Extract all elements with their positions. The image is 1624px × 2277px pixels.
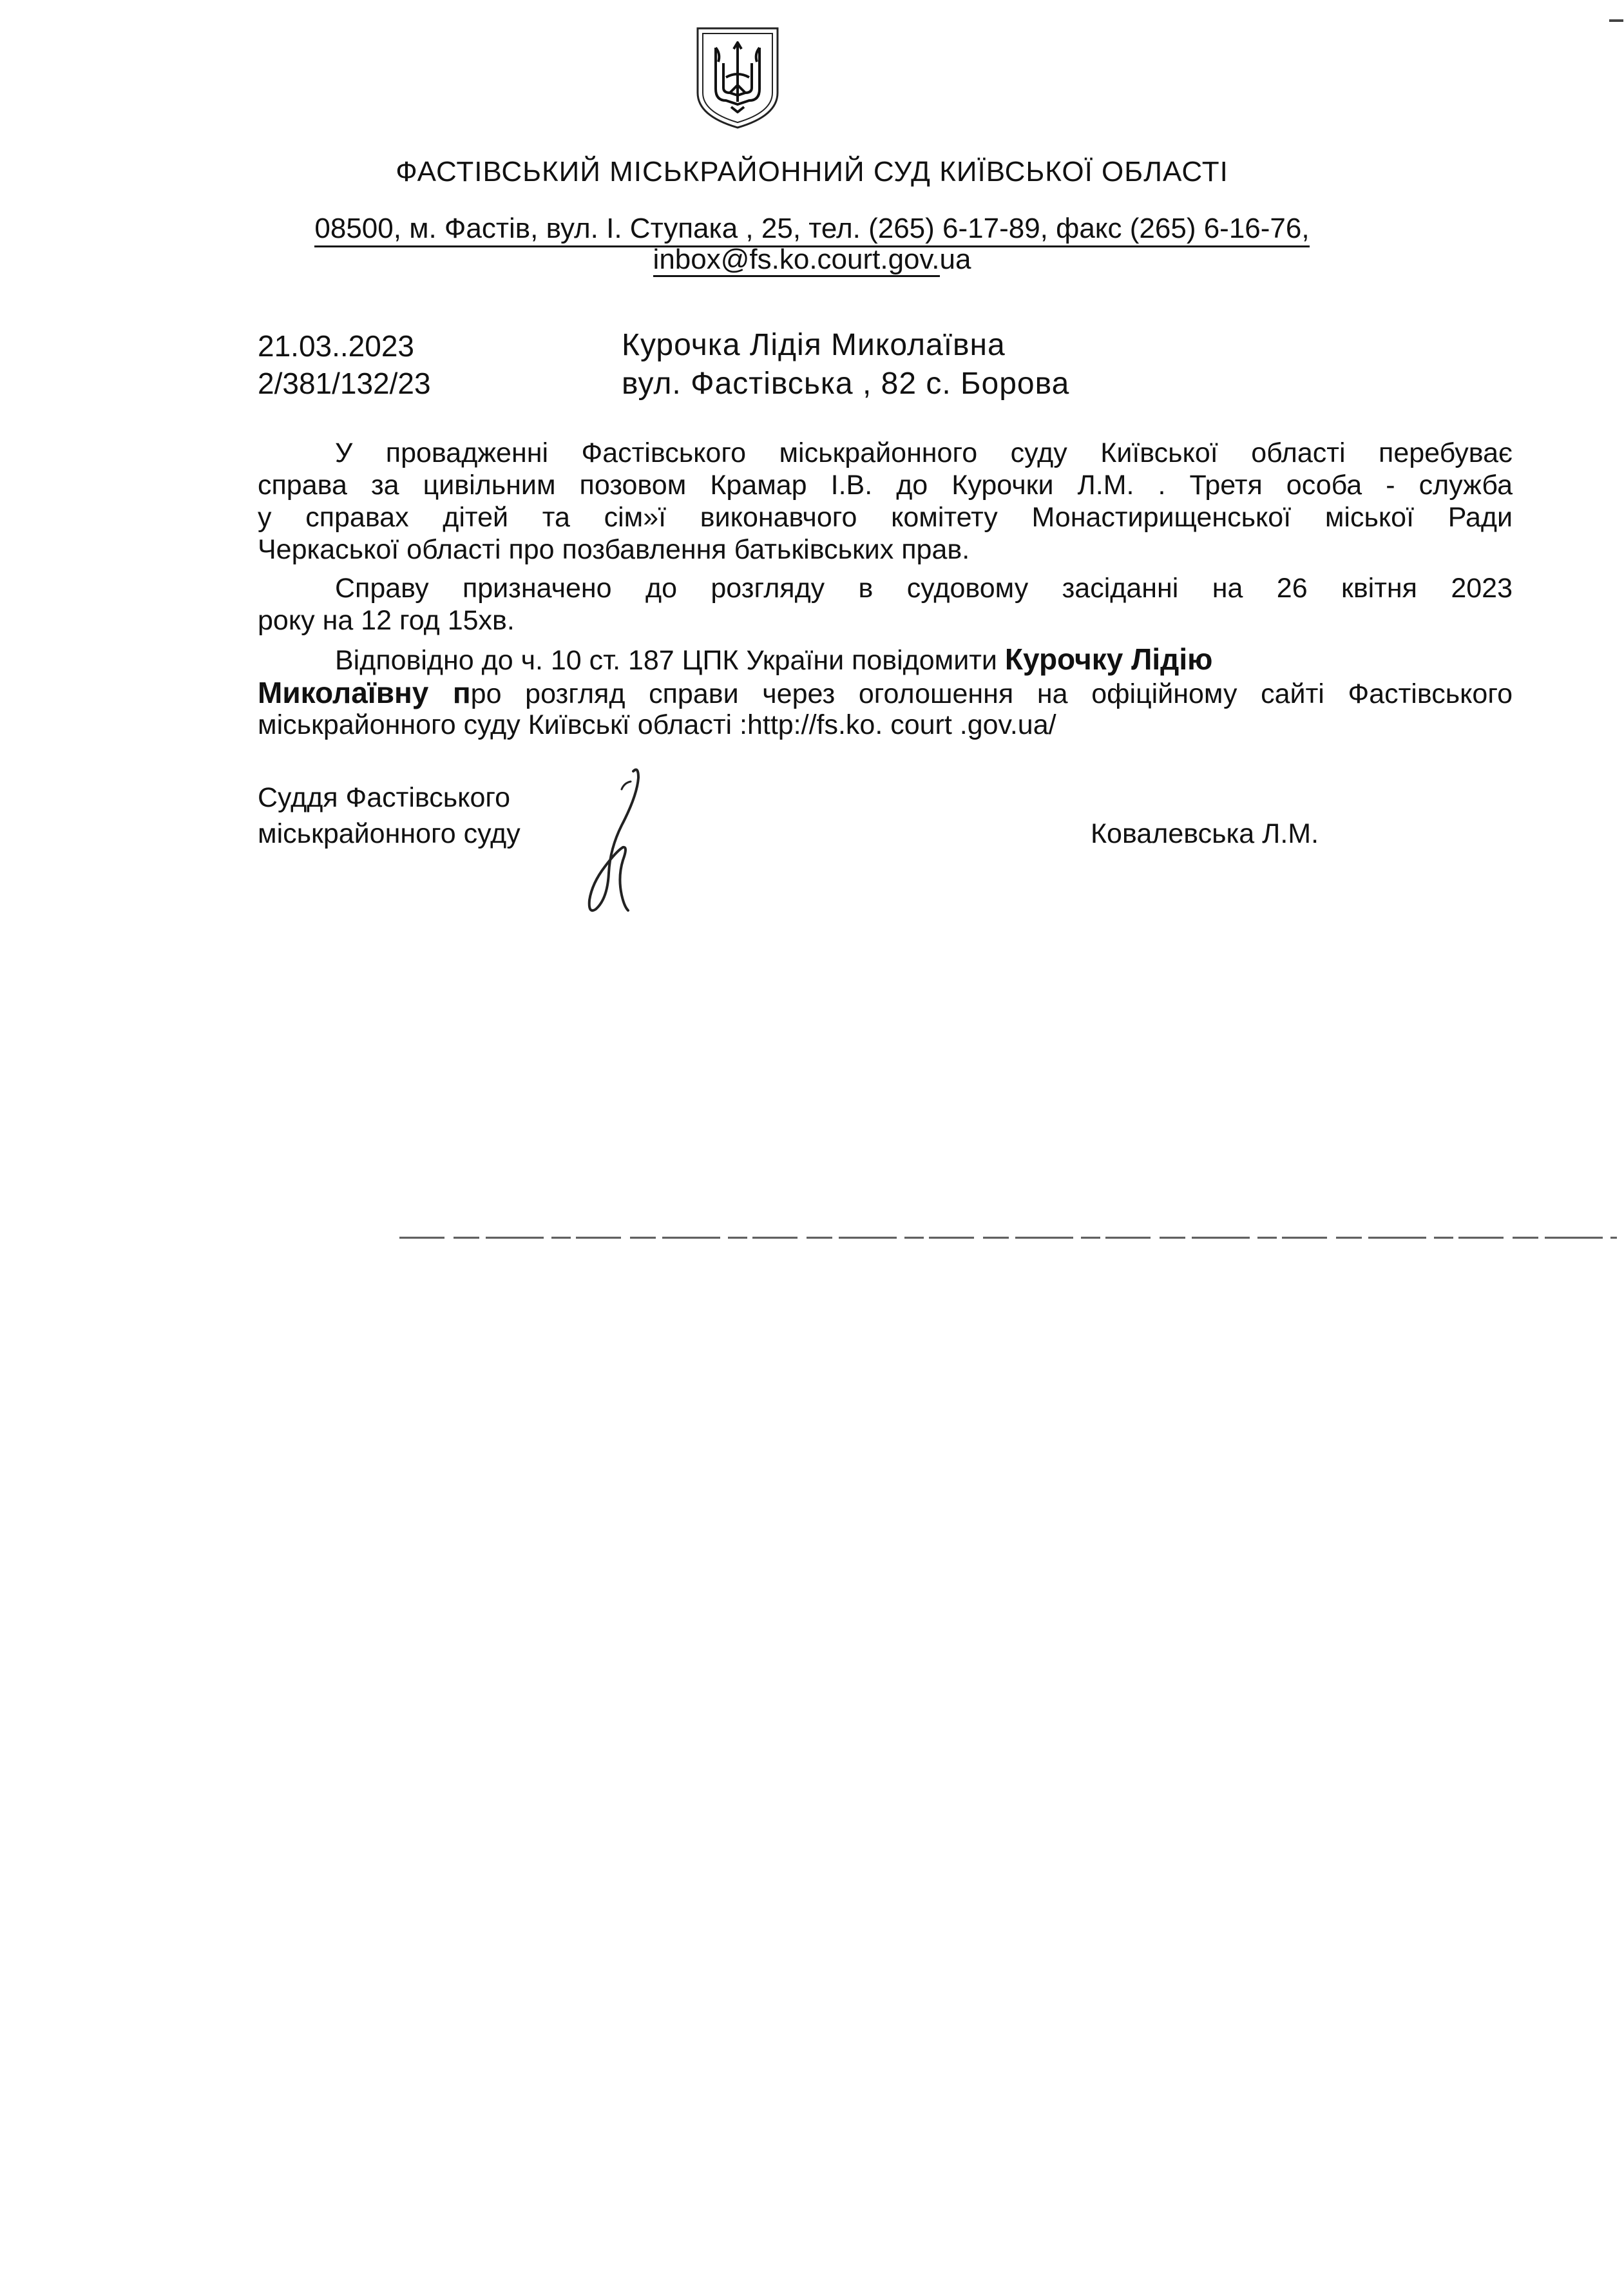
recipient-name: Курочка Лідія Миколаївна: [622, 328, 1006, 362]
paragraph-2-line-1: Справу призначено до розгляду в судовому засіданні на 26 квітня 2023: [335, 573, 1513, 604]
letter-date: 21.03..2023: [258, 329, 415, 363]
corner-mark: [1609, 19, 1623, 22]
judge-title-line-1: Суддя Фастівського: [258, 782, 511, 813]
paragraph-2-line-2: року на 12 год 15хв.: [258, 605, 515, 636]
paragraph-3-line-1: [335, 643, 1513, 677]
trident-coat-of-arms-icon: [693, 26, 783, 130]
paragraph-1-line-3: у справах дітей та сім»ї виконавчого комітету Монастирищенської міської Ради: [258, 502, 1513, 533]
handwritten-signature: [577, 764, 654, 918]
paragraph-1-line-2: справа за цивільним позовом Крамар І.В. до Курочки Л.М. . Третя особа - служба: [258, 470, 1513, 501]
dashed-divider: [399, 1236, 1617, 1240]
judge-name: Ковалевська Л.М.: [1091, 818, 1319, 849]
email-underlined: inbox@fs.ko.court.gov.: [653, 244, 940, 277]
court-name: ФАСТІВСЬКИЙ МІСЬКРАЙОННИЙ СУД КИЇВСЬКОЇ ОБЛАСТІ: [396, 156, 1228, 187]
case-number: 2/381/132/23: [258, 367, 431, 400]
paragraph-1-line-1: У провадженні Фастівського міськрайонного суду Київської області перебуває: [335, 437, 1513, 468]
addressee-name-bold: Курочку Лідію: [1004, 642, 1213, 676]
court-email: [0, 244, 1624, 276]
recipient-address: вул. Фастівська , 82 с. Борова: [622, 367, 1070, 401]
addressee-patronymic-bold: Миколаївну п: [258, 676, 471, 709]
email-tld: ua: [939, 244, 971, 275]
judge-title-line-2: міськрайонного суду: [258, 818, 521, 849]
notice-text-continued: ро розгляд справи через оголошення на офіційному сайті Фастівського: [470, 678, 1513, 709]
paragraph-1-line-4: Черкаської області про позбавлення батьківських прав.: [258, 534, 970, 565]
court-address: [0, 213, 1624, 245]
court-address-text: 08500, м. Фастів, вул. І. Ступака , 25, тел. (265) 6-17-89, факс (265) 6-16-76,: [314, 213, 1309, 247]
notice-text: Відповідно до ч. 10 ст. 187 ЦПК України повідомити: [335, 645, 1005, 676]
paragraph-3-line-3: міськрайонного суду Київськї області :http://fs.ko. court .gov.ua/: [258, 709, 1056, 740]
paragraph-3-line-2: [258, 677, 1513, 710]
